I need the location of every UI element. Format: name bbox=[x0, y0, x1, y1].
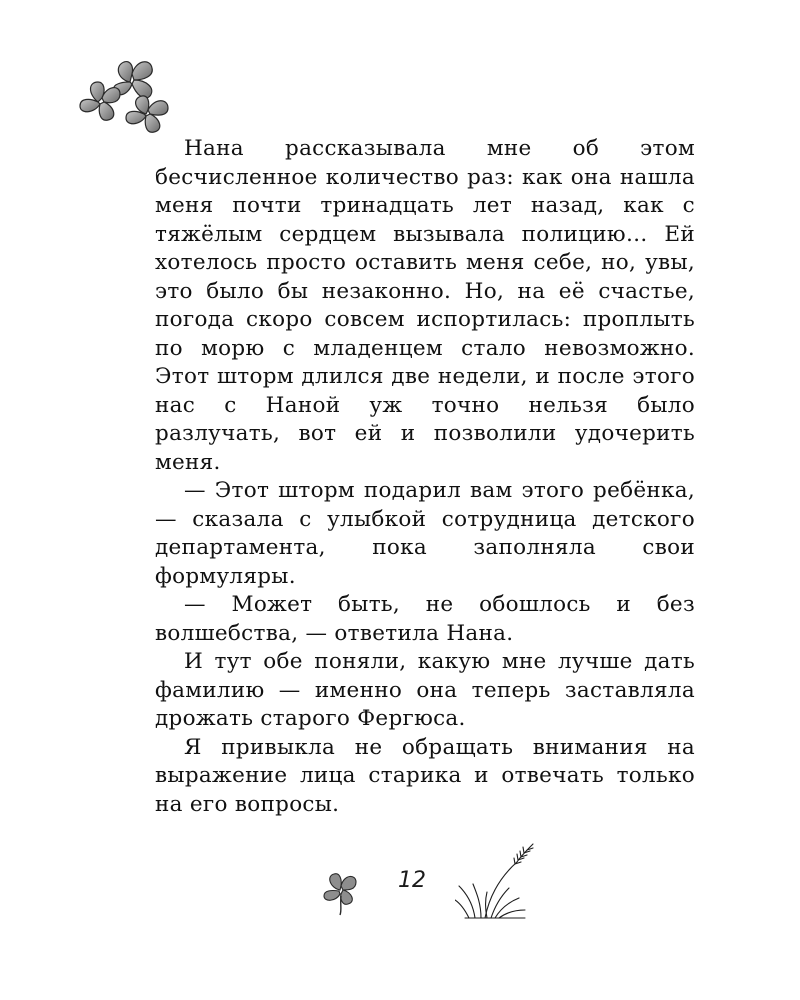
paragraph: И тут обе поняли, какую мне лучше дать фамилию — именно она теперь заставляла дрожать старого Фергюса. bbox=[155, 649, 695, 731]
clover-icon bbox=[318, 868, 364, 916]
body-text bbox=[155, 135, 695, 819]
paragraph: — Может быть, не обошлось и без волшебства, — ответила Нана. bbox=[155, 592, 695, 646]
page-number: 12 bbox=[398, 868, 426, 893]
grass-icon bbox=[455, 838, 540, 920]
clover-cluster-icon bbox=[70, 52, 180, 137]
paragraph: Нана рассказывала мне об этом бесчисленное количество раз: как она нашла меня почти тринадцать лет назад, как с тяжёлым сердцем вызывала полицию… Ей хотелось просто оставить меня себе, но, увы, это было бы незаконно. Но, на её счастье, погода скоро совсем испортилась: проплыть по морю с младенцем стало невозможно. Этот шторм длился две недели, и после этого нас с Наной уж точно нельзя было разлучать, вот ей и позволили удочерить меня. bbox=[155, 136, 695, 475]
paragraph: — Этот шторм подарил вам этого ребёнка, — сказала с улыбкой сотрудница детского департамента, пока заполняла свои формуляры. bbox=[155, 478, 695, 589]
paragraph: Я привыкла не обращать внимания на выражение лица старика и отвечать только на его вопросы. bbox=[155, 734, 695, 817]
